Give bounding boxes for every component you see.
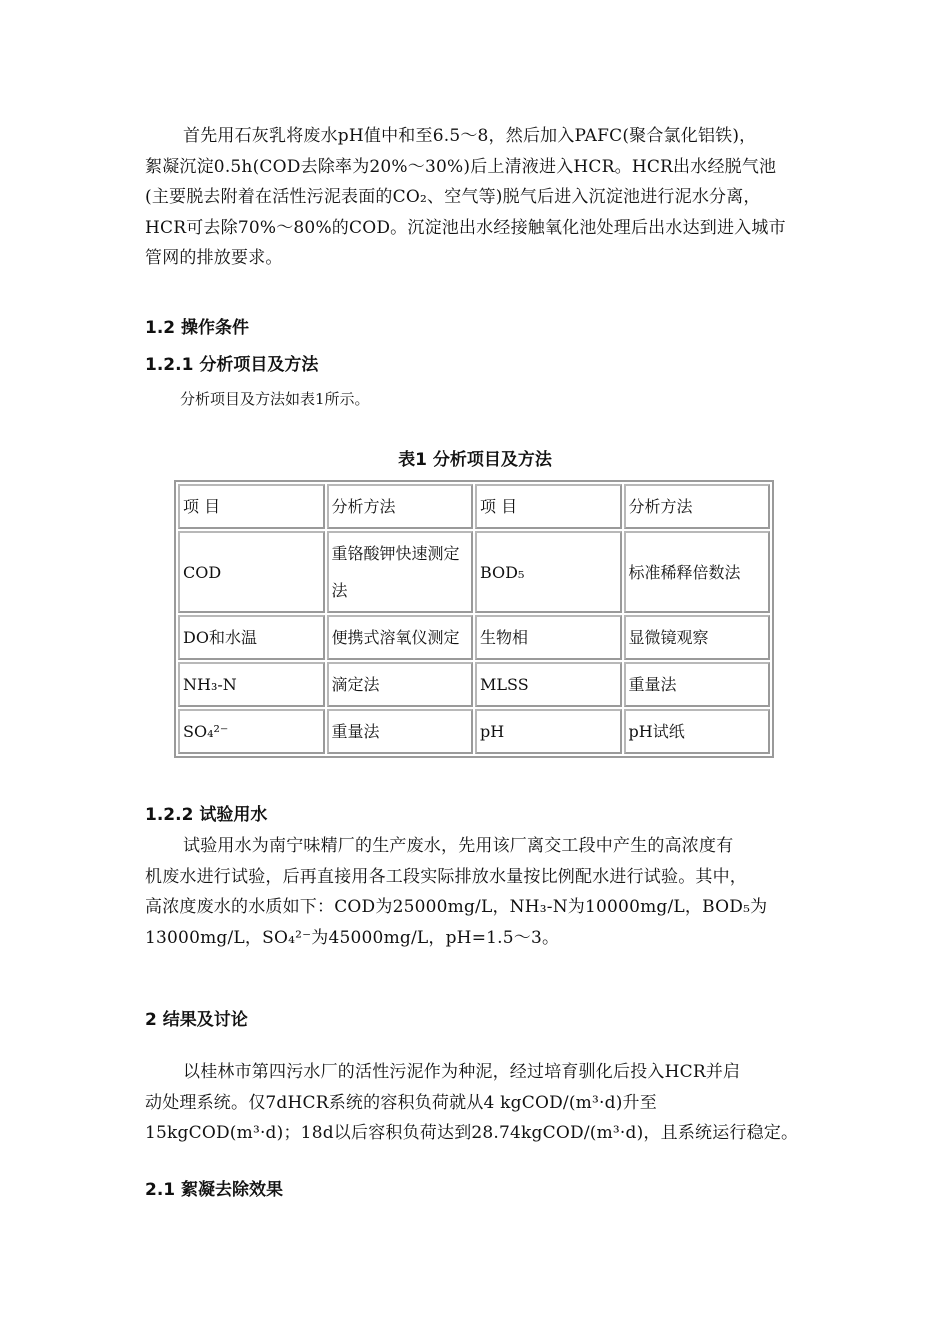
text-line: 15kgCOD(m³·d)；18d以后容积负荷达到28.74kgCOD/(m³·d)，且系统运行稳定。 <box>145 1123 799 1143</box>
section-heading-1-2-2: 1.2.2 试验用水 <box>145 805 268 825</box>
table-header-cell: 分析方法 <box>327 484 474 529</box>
table-header-cell: 项 目 <box>178 484 325 529</box>
table-cell: 重量法 <box>624 662 771 707</box>
table-cell: 便携式溶氧仪测定 <box>327 615 474 660</box>
text-line: 首先用石灰乳将废水pH值中和至6.5～8，然后加入PAFC(聚合氯化铝铁)， <box>183 126 757 146</box>
table-cell: 标准稀释倍数法 <box>624 531 771 613</box>
section-heading-1-2-1: 1.2.1 分析项目及方法 <box>145 355 319 375</box>
table-header-cell: 分析方法 <box>624 484 771 529</box>
section-heading-1-2: 1.2 操作条件 <box>145 318 250 338</box>
text-line: 动处理系统。仅7dHCR系统的容积负荷就从4 kgCOD/(m³·d)升至 <box>145 1092 657 1113</box>
table-row <box>178 531 770 613</box>
text-line: 试验用水为南宁味精厂的生产废水，先用该厂离交工段中产生的高浓度有 <box>183 836 734 856</box>
paragraph-process-description <box>145 121 825 274</box>
paragraph-test-water <box>145 831 825 953</box>
table-cell: DO和水温 <box>178 615 325 660</box>
text-line: 机废水进行试验，后再直接用各工段实际排放水量按比例配水进行试验。其中， <box>145 866 747 887</box>
table-cell: pH <box>475 709 622 754</box>
text-line: 以桂林市第四污水厂的活性污泥作为种泥，经过培育驯化后投入HCR并启 <box>183 1062 741 1082</box>
table-header-cell: 项 目 <box>475 484 622 529</box>
table-cell: SO₄²⁻ <box>178 709 325 754</box>
table-intro-text: 分析项目及方法如表1所示。 <box>180 390 370 408</box>
table-caption: 表1 分析项目及方法 <box>398 450 552 470</box>
table-row <box>178 709 770 754</box>
text-line: 高浓度废水的水质如下：COD为25000mg/L，NH₃-N为10000mg/L，BOD₅为 <box>145 897 768 917</box>
text-line: (主要脱去附着在活性污泥表面的CO₂、空气等)脱气后进入沉淀池进行泥水分离， <box>145 187 761 207</box>
table-cell: 重量法 <box>327 709 474 754</box>
table-cell: 生物相 <box>475 615 622 660</box>
table-row <box>178 662 770 707</box>
table-cell: 显微镜观察 <box>624 615 771 660</box>
text-line: 13000mg/L，SO₄²⁻为45000mg/L，pH=1.5～3。 <box>145 927 560 948</box>
table-row <box>178 615 770 660</box>
table-header-row <box>178 484 770 529</box>
table-cell: 滴定法 <box>327 662 474 707</box>
text-line: 絮凝沉淀0.5h(COD去除率为20%～30%)后上清液进入HCR。HCR出水经脱气池 <box>145 156 777 177</box>
text-line: 管网的排放要求。 <box>145 248 283 268</box>
table-cell: COD <box>178 531 325 613</box>
table-cell: NH₃-N <box>178 662 325 707</box>
table-cell: pH试纸 <box>624 709 771 754</box>
table-cell: 重铬酸钾快速测定法 <box>327 531 474 613</box>
section-heading-2-1: 2.1 絮凝去除效果 <box>145 1180 284 1200</box>
paragraph-results <box>145 1057 825 1149</box>
table-cell: MLSS <box>475 662 622 707</box>
text-line: HCR可去除70%～80%的COD。沉淀池出水经接触氧化池处理后出水达到进入城市 <box>145 217 786 238</box>
analysis-methods-table <box>174 480 774 758</box>
section-heading-2: 2 结果及讨论 <box>145 1010 248 1030</box>
table-cell: BOD₅ <box>475 531 622 613</box>
